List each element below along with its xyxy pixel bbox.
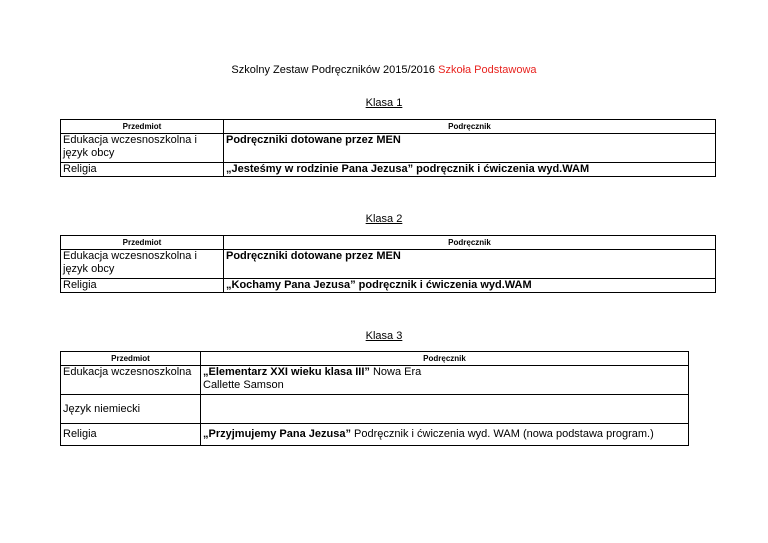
- book-cell: [224, 134, 716, 163]
- header-subject: Przedmiot: [61, 236, 224, 250]
- book-title: Podręczniki dotowane przez MEN: [226, 250, 401, 262]
- klasa-3-heading: Klasa 3: [365, 330, 403, 342]
- table-row: [61, 163, 716, 177]
- klasa-2-table: [60, 235, 716, 293]
- page-title-main: Szkolny Zestaw Podręczników 2015/2016: [231, 64, 436, 76]
- book-cell: [224, 163, 716, 177]
- subject-cell: Edukacja wczesnoszkolna: [61, 366, 201, 395]
- subject-cell: Język niemiecki: [61, 395, 201, 424]
- header-book: Podręcznik: [224, 120, 716, 134]
- table-header-row: [61, 352, 689, 366]
- klasa-1-heading: Klasa 1: [365, 97, 403, 109]
- subject-cell: Religia: [61, 279, 224, 293]
- book-title: Podręczniki dotowane przez MEN: [226, 134, 401, 146]
- header-subject: Przedmiot: [61, 352, 201, 366]
- subject-cell: Religia: [61, 163, 224, 177]
- subject-cell: Edukacja wczesnoszkolna i język obcy: [61, 250, 224, 279]
- table-row: [61, 424, 689, 446]
- klasa-3-table: [60, 351, 689, 446]
- page-title-highlight: Szkoła Podstawowa: [438, 64, 537, 76]
- book-cell: [224, 279, 716, 293]
- book-cell: [201, 395, 689, 424]
- header-subject: Przedmiot: [61, 120, 224, 134]
- page-title: [0, 63, 768, 77]
- book-title: „Jesteśmy w rodzinie Pana Jezusa” podręcznik i ćwiczenia wyd.WAM: [226, 163, 590, 175]
- subject-cell: Edukacja wczesnoszkolna i język obcy: [61, 134, 224, 163]
- book-line-2: Callette Samson: [203, 379, 284, 391]
- table-row: [61, 279, 716, 293]
- book-cell: [201, 424, 689, 446]
- klasa-2-heading: Klasa 2: [365, 213, 403, 225]
- subject-cell: Religia: [61, 424, 201, 446]
- table-row: [61, 134, 716, 163]
- table-row: [61, 395, 689, 424]
- header-book: Podręcznik: [224, 236, 716, 250]
- klasa-1-table: [60, 119, 716, 177]
- book-title: „Elementarz XXI wieku klasa III”: [203, 366, 370, 378]
- book-title: „Kochamy Pana Jezusa” podręcznik i ćwiczenia wyd.WAM: [226, 279, 532, 291]
- book-title: „Przyjmujemy Pana Jezusa”: [203, 428, 351, 440]
- book-description: Podręcznik i ćwiczenia wyd. WAM (nowa podstawa program.): [350, 428, 654, 440]
- table-header-row: [61, 120, 716, 134]
- table-header-row: [61, 236, 716, 250]
- table-row: [61, 366, 689, 395]
- book-publisher: Nowa Era: [369, 366, 422, 378]
- book-cell: [201, 366, 689, 395]
- book-cell: [224, 250, 716, 279]
- header-book: Podręcznik: [201, 352, 689, 366]
- table-row: [61, 250, 716, 279]
